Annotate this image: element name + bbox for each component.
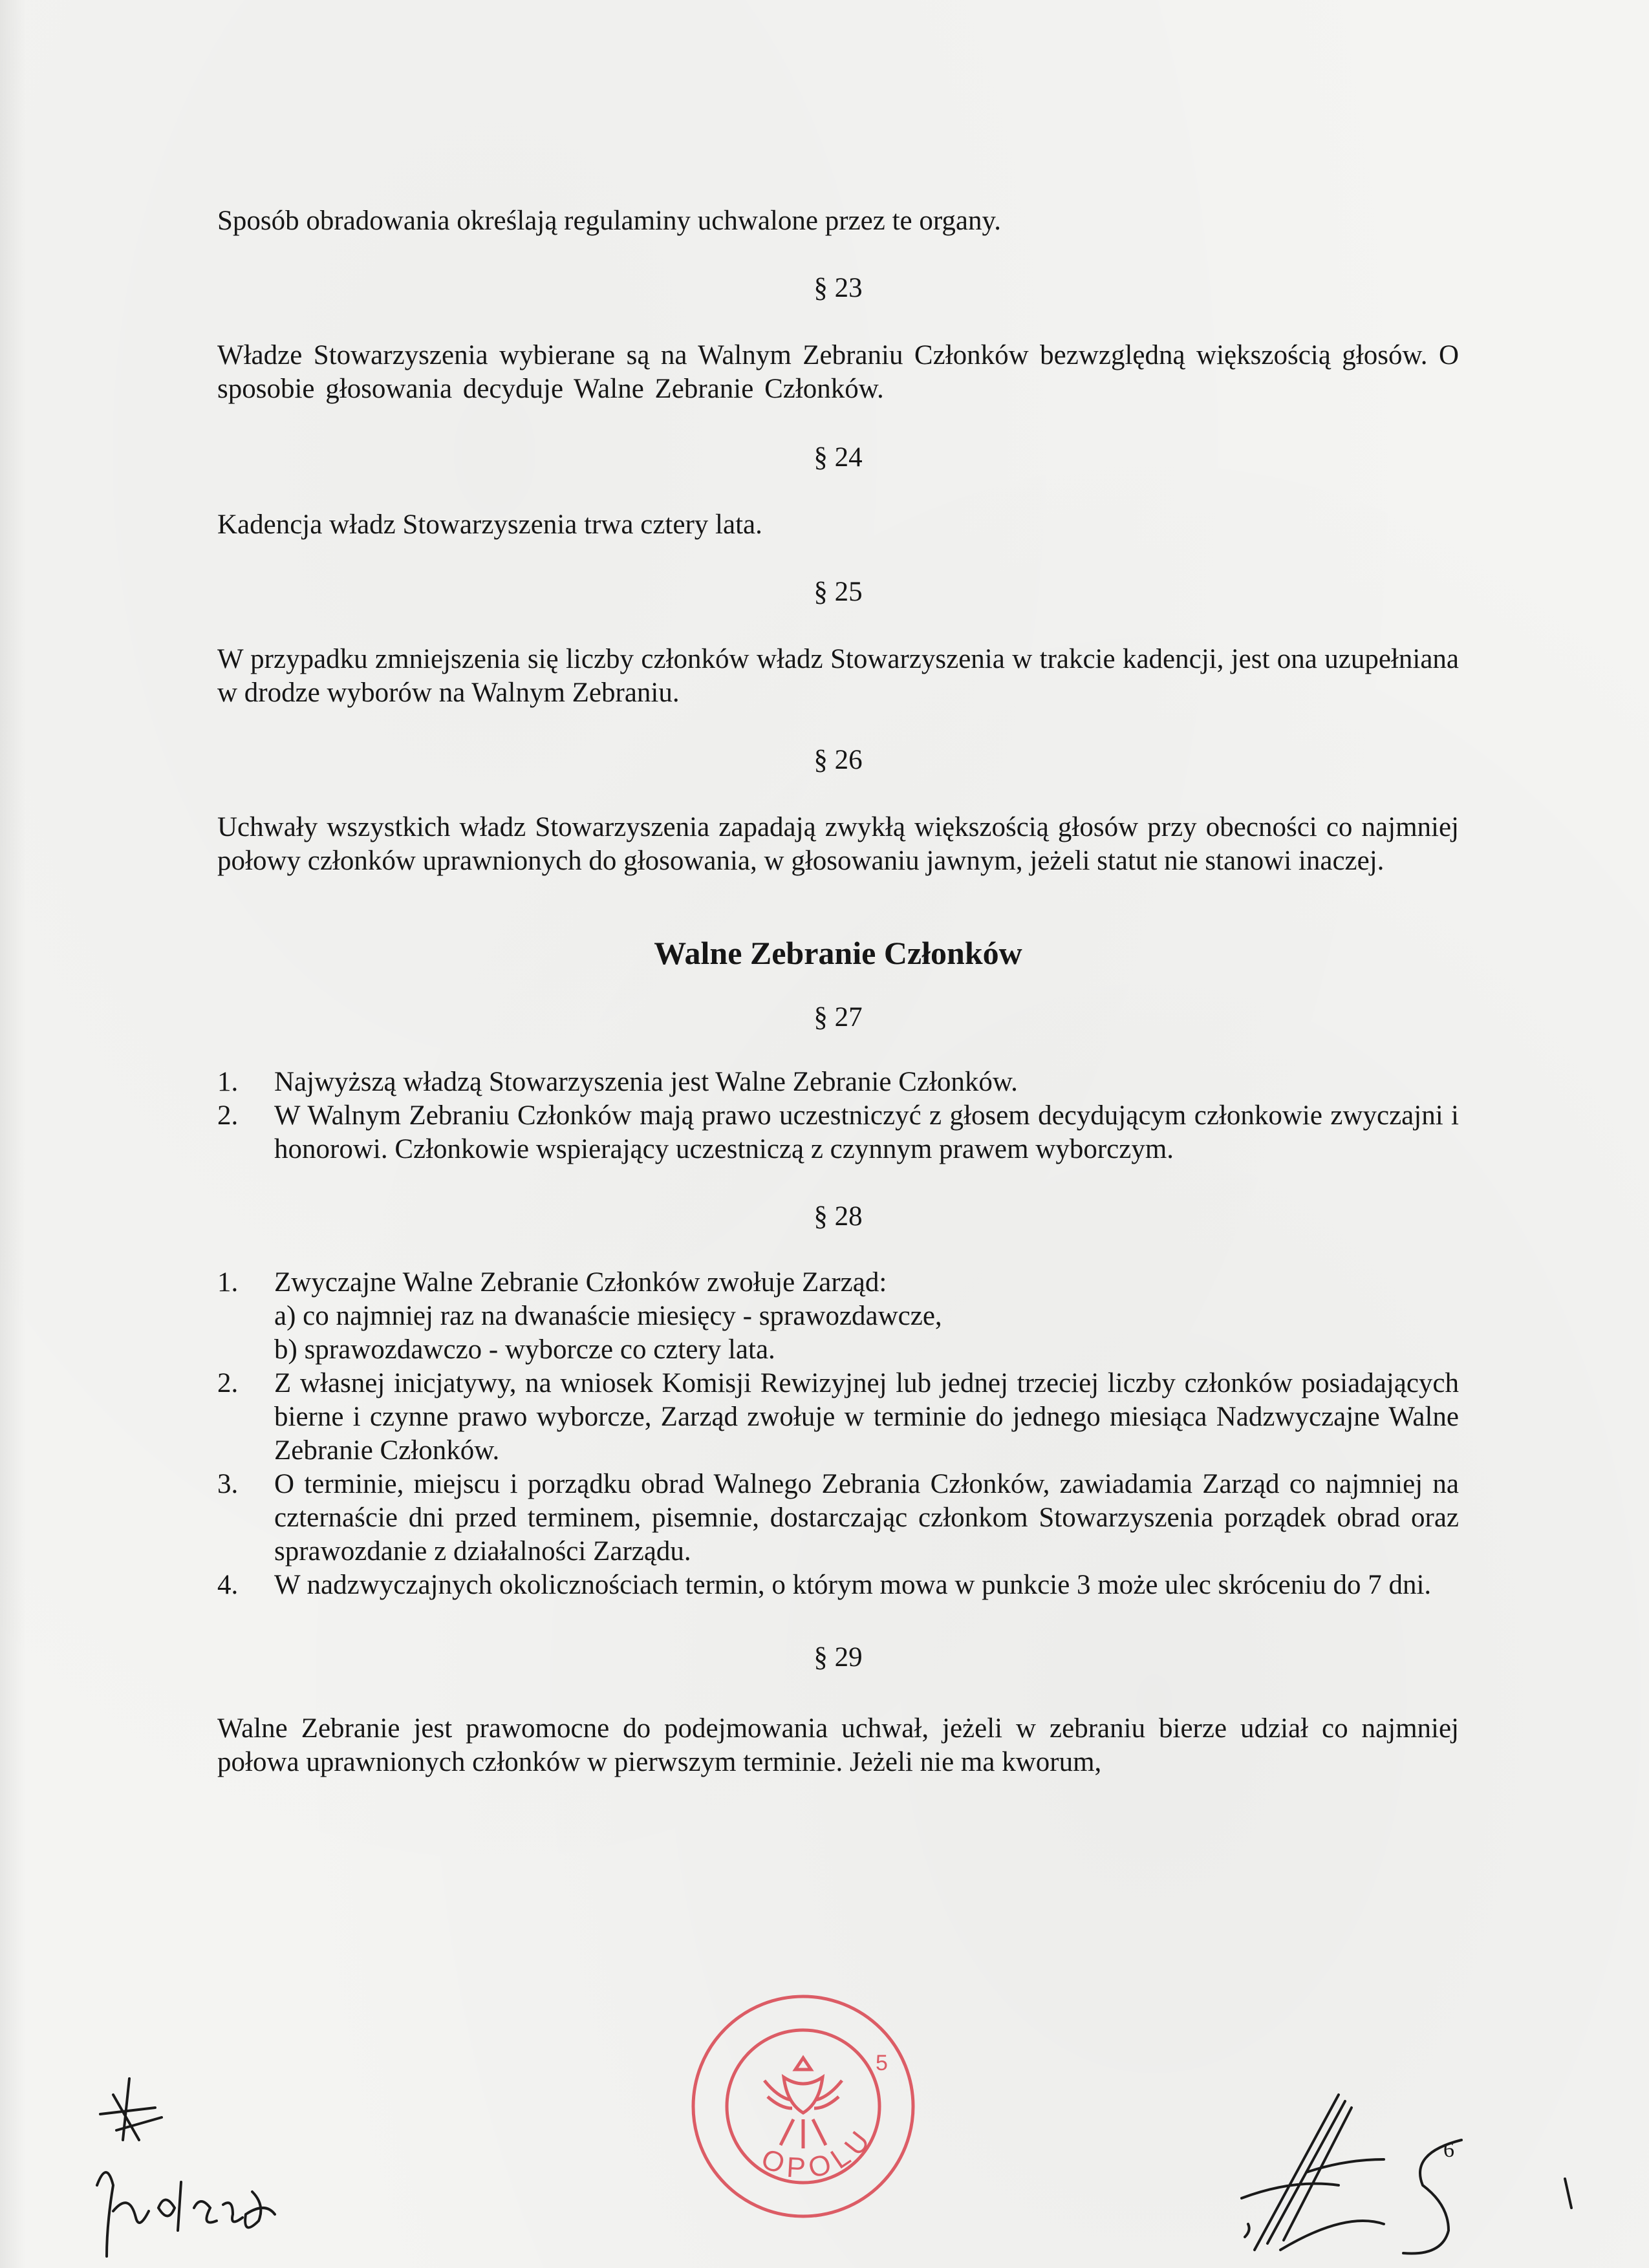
section-text-24: Kadencja władz Stowarzyszenia trwa cztery lata. [217,509,762,540]
section-mark-24: § 24 [814,442,863,473]
stamp-number: 5 [876,2051,888,2075]
signature-bottom-right [1229,2056,1630,2263]
section-text-23: Władze Stowarzyszenia wybierane są na Walnym Zebraniu Członków bezwzględną większością głosów. O sposobie głosowania decyduje Walne Zebranie Członków. [217,340,1459,404]
item-text: O terminie, miejscu i porządku obrad Walnego Zebrania Członków, zawiadamia Zarząd co najmniej na czternaście dni przed terminem, pisemnie, dostarczając członkom Stowarzyszenia porządek obrad oraz sprawozdanie z działalności Zarządu. [274,1469,1459,1567]
section-text-29: Walne Zebranie jest prawomocne do podejmowania uchwał, jeżeli w zebraniu bierze udział co najmniej połowa uprawnionych członków w pierwszym terminie. Jeżeli nie ma kworum, [217,1713,1459,1777]
document-body [217,204,1459,1779]
section-mark-27: § 27 [814,1002,863,1032]
item-text: Z własnej inicjatywy, na wniosek Komisji Rewizyjnej lub jednej trzeciej liczby członków posiadających bierne i czynne prawo wyborcze, Zarząd zwołuje w terminie do jednego miesiąca Nadzwyczajne Walne Zebranie Członków. [274,1368,1459,1466]
page-number: 6 [1443,2138,1454,2162]
item-text: W Walnym Zebraniu Członków mają prawo uczestniczyć z głosem decydującym członkowie zwyczajni i honorowi. Członkowie wspierający uczestniczą z czynnym prawem wyborczym. [274,1100,1459,1164]
section-28-list [217,1266,1459,1602]
item-text: Najwyższą władzą Stowarzyszenia jest Walne Zebranie Członków. [274,1067,1018,1097]
section-27-list [217,1065,1459,1166]
item-text: Zwyczajne Walne Zebranie Członków zwołuje Zarząd: [274,1267,887,1298]
item-number: 2. [217,1368,239,1398]
sub-item-a: a) co najmniej raz na dwanaście miesięcy - sprawozdawcze, [274,1301,942,1331]
item-number: 4. [217,1570,239,1600]
section-mark-26: § 26 [814,745,863,775]
list-item [217,1099,1459,1166]
section-mark-28: § 28 [814,1201,863,1232]
scan-edge-shadow [0,0,26,2268]
item-number: 1. [217,1067,239,1097]
list-item [217,1468,1459,1568]
sub-item-b: b) sprawozdawczo - wyborcze co cztery lata. [274,1334,775,1365]
section-text-26: Uchwały wszystkich władz Stowarzyszenia zapadają zwykłą większością głosów przy obecności co najmniej połowy członków uprawnionych do głosowania, w głosowaniu jawnym, jeżeli statut nie stanowi inaczej. [217,812,1459,876]
item-number: 1. [217,1267,239,1298]
section-mark-25: § 25 [814,577,863,607]
section-mark-23: § 23 [814,273,863,303]
official-stamp [687,1990,920,2223]
item-number: 3. [217,1469,239,1499]
section-mark-29: § 29 [814,1642,863,1673]
intro-line: Sposób obradowania określają regulaminy uchwalone przez te organy. [217,206,1001,236]
list-item [217,1367,1459,1468]
stamp-bottom-text: OPOLU [757,2120,880,2185]
signature-bottom-left [78,2069,310,2263]
list-item [217,1568,1459,1602]
item-number: 2. [217,1100,239,1131]
list-item [217,1065,1459,1099]
item-text: W nadzwyczajnych okolicznościach termin, o którym mowa w punkcie 3 może ulec skróceniu do 7 dni. [274,1570,1432,1600]
list-item [217,1266,1459,1367]
chapter-heading: Walne Zebranie Członków [654,935,1022,971]
section-text-25: W przypadku zmniejszenia się liczby członków władz Stowarzyszenia w trakcie kadencji, jest ona uzupełniana w drodze wyborów na Walnym Zebraniu. [217,644,1459,708]
